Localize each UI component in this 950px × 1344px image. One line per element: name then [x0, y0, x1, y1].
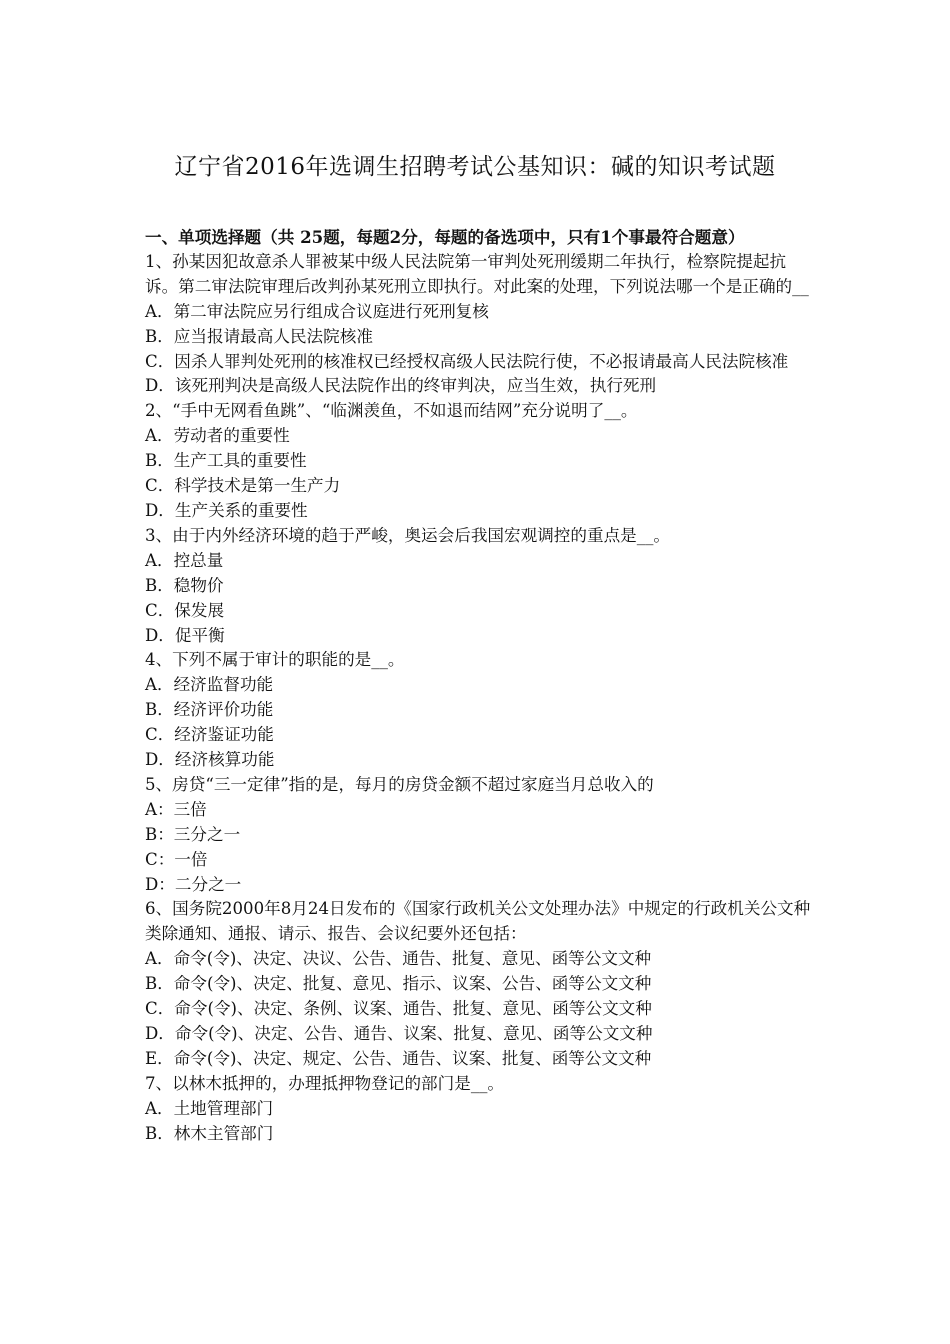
question-2	[145, 399, 815, 524]
question-7	[145, 1072, 815, 1147]
option-c: C．经济鉴证功能	[145, 725, 274, 745]
question-4	[145, 648, 815, 773]
option-b: B．生产工具的重要性	[145, 451, 307, 471]
document-body	[145, 225, 815, 1147]
option-d: D．生产关系的重要性	[145, 500, 308, 520]
question-6	[145, 897, 815, 1071]
option-a: A．土地管理部门	[145, 1098, 274, 1118]
option-b: B．命令(令)、决定、批复、意见、指示、议案、公告、函等公文文种	[145, 974, 652, 994]
question-stem: 3、由于内外经济环境的趋于严峻，奥运会后我国宏观调控的重点是__。	[145, 525, 670, 545]
option-b: B：三分之一	[145, 824, 241, 844]
option-a: A．命令(令)、决定、决议、公告、通告、批复、意见、函等公文文种	[145, 949, 652, 969]
option-a: A：三倍	[145, 799, 207, 819]
option-d: D．促平衡	[145, 625, 225, 645]
option-d: D．该死刑判决是高级人民法院作出的终审判决，应当生效，执行死刑	[145, 376, 657, 396]
option-a: A．第二审法院应另行组成合议庭进行死刑复核	[145, 301, 489, 321]
option-b: B．林木主管部门	[145, 1123, 274, 1143]
question-stem: 7、以林木抵押的，办理抵押物登记的部门是__。	[145, 1073, 505, 1093]
option-d: D：二分之一	[145, 874, 242, 894]
option-b: B．经济评价功能	[145, 700, 274, 720]
option-c: C：一倍	[145, 849, 208, 869]
option-c: C．命令(令)、决定、条例、议案、通告、批复、意见、函等公文文种	[145, 999, 652, 1019]
question-stem: 1、孙某因犯故意杀人罪被某中级人民法院第一审判处死刑缓期二年执行，检察院提起抗诉。第二审法院审理后改判孙某死刑立即执行。对此案的处理，下列说法哪一个是正确的__	[145, 251, 809, 296]
option-c: C．科学技术是第一生产力	[145, 476, 341, 496]
option-a: A．经济监督功能	[145, 675, 274, 695]
option-d: D．命令(令)、决定、公告、通告、议案、批复、意见、函等公文文种	[145, 1024, 653, 1043]
document-title: 辽宁省2016年选调生招聘考试公基知识：碱的知识考试题	[174, 154, 776, 180]
question-3	[145, 524, 815, 649]
option-a: A．劳动者的重要性	[145, 426, 290, 446]
section-heading: 一、单项选择题（共 25题，每题2分，每题的备选项中，只有1个事最符合题意）	[145, 227, 745, 247]
question-stem: 2、“手中无网看鱼跳”、“临渊羡鱼，不如退而结网”充分说明了__。	[145, 401, 638, 421]
question-1	[145, 250, 815, 399]
question-5	[145, 773, 815, 898]
question-stem: 4、下列不属于审计的职能的是__。	[145, 650, 405, 670]
option-e: E．命令(令)、决定、规定、公告、通告、议案、批复、函等公文文种	[145, 1048, 652, 1068]
option-c: C．保发展	[145, 600, 225, 620]
option-b: B．应当报请最高人民法院核准	[145, 326, 373, 346]
option-d: D．经济核算功能	[145, 750, 275, 770]
question-stem: 6、国务院2000年8月24日发布的《国家行政机关公文处理办法》中规定的行政机关公文种类除通知、通报、请示、报告、会议纪要外还包括：	[145, 899, 811, 944]
option-c: C．因杀人罪判处死刑的核准权已经授权高级人民法院行使，不必报请最高人民法院核准	[145, 351, 789, 371]
option-b: B．稳物价	[145, 575, 224, 595]
question-stem: 5、房贷“三一定律”指的是，每月的房贷金额不超过家庭当月总收入的	[145, 774, 654, 794]
option-a: A．控总量	[145, 550, 224, 570]
